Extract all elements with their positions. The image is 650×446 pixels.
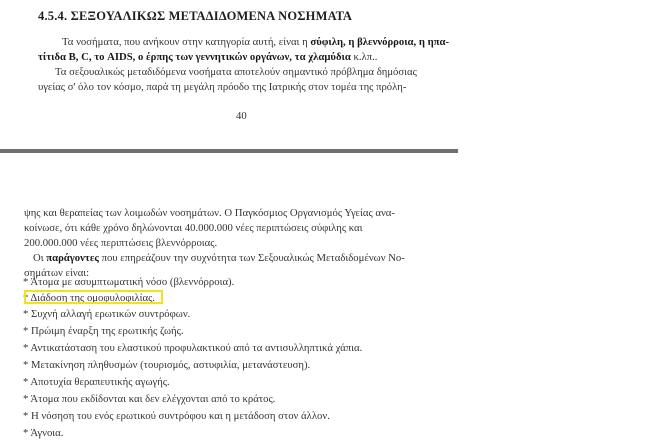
- intro-line-1-text: Τα νοσήματα, που ανήκουν στην κατηγορία αυτή, είναι η: [62, 36, 311, 48]
- factor-item: * Αντικατάσταση του ελαστικού προφυλακτικού από τα αντισυλληπτικά χάπια.: [23, 342, 363, 354]
- intro-line-1: [62, 36, 449, 48]
- para3-line-2: κοίνωσε, ότι κάθε χρόνο δηλώνονται 40.000.000 νέες περιπτώσεις σύφιλης και: [24, 222, 363, 234]
- highlight-box: [24, 290, 163, 304]
- intro-line-1-bold: σύφιλη, η βλεννόρροια, η ηπα-: [310, 36, 450, 48]
- para3-line-3: 200.000.000 νέες περιπτώσεις βλεννόρροιας.: [24, 237, 218, 249]
- factors-intro-post: που επηρεάζουν την συχνότητα των Σεξουαλικώς Μεταδιδομένων Νο-: [98, 252, 405, 264]
- factor-item: * Διάδοση της ομοφυλοφιλίας.: [23, 292, 155, 304]
- intro-line-2: [38, 51, 377, 63]
- para2-line-2: υγείας σ' όλο τον κόσμο, παρά τη μεγάλη πρόοδο της Ιατρικής στον τομέα της πρόλη-: [38, 81, 407, 93]
- intro-line-2-text: κ.λπ..: [350, 51, 378, 63]
- page-number: 40: [236, 110, 247, 122]
- factors-intro-line-2: σημάτων είναι:: [24, 267, 90, 279]
- factor-item: * Άτομα με ασυμπτωματική νόσο (βλεννόρροια).: [23, 276, 235, 288]
- factor-item: * Άτομα που εκδίδονται και δεν ελέγχονται από το κράτος.: [23, 393, 276, 405]
- section-title: 4.5.4. ΣΕΞΟΥΑΛΙΚΩΣ ΜΕΤΑΔΙΔΟΜΕΝΑ ΝΟΣΗΜΑΤΑ: [38, 9, 353, 23]
- page-separator: [0, 149, 458, 153]
- factor-item: * Συχνή αλλαγή ερωτικών συντρόφων.: [23, 308, 191, 320]
- para2-line-1: Τα σεξουαλικώς μεταδιδόμενα νοσήματα αποτελούν σημαντικό πρόβλημα δημόσιας: [55, 66, 417, 78]
- factor-item: * Η νόσηση του ενός ερωτικού συντρόφου και η μετάδοση στον άλλον.: [23, 410, 330, 422]
- factors-intro-line-1: [33, 252, 405, 264]
- factor-item: * Άγνοια.: [23, 427, 64, 439]
- intro-line-2-bold: τίτιδα Β, C, το AIDS, ο έρπης των γεννητικών οργάνων, τα χλαμύδια: [38, 51, 351, 63]
- para3-line-1: ψης και θεραπείας των λοιμωδών νοσημάτων. Ο Παγκόσμιος Οργανισμός Υγείας ανα-: [24, 207, 395, 219]
- factors-intro-pre: Οι: [33, 252, 47, 264]
- factor-item: * Μετακίνηση πληθυσμών (τουρισμός, αστυφιλία, μετανάστευση).: [23, 359, 311, 371]
- factor-item: * Πρώιμη έναρξη της ερωτικής ζωής.: [23, 325, 184, 337]
- factor-item: * Αποτυχία θεραπευτικής αγωγής.: [23, 376, 170, 388]
- factors-intro-bold: παράγοντες: [46, 252, 99, 264]
